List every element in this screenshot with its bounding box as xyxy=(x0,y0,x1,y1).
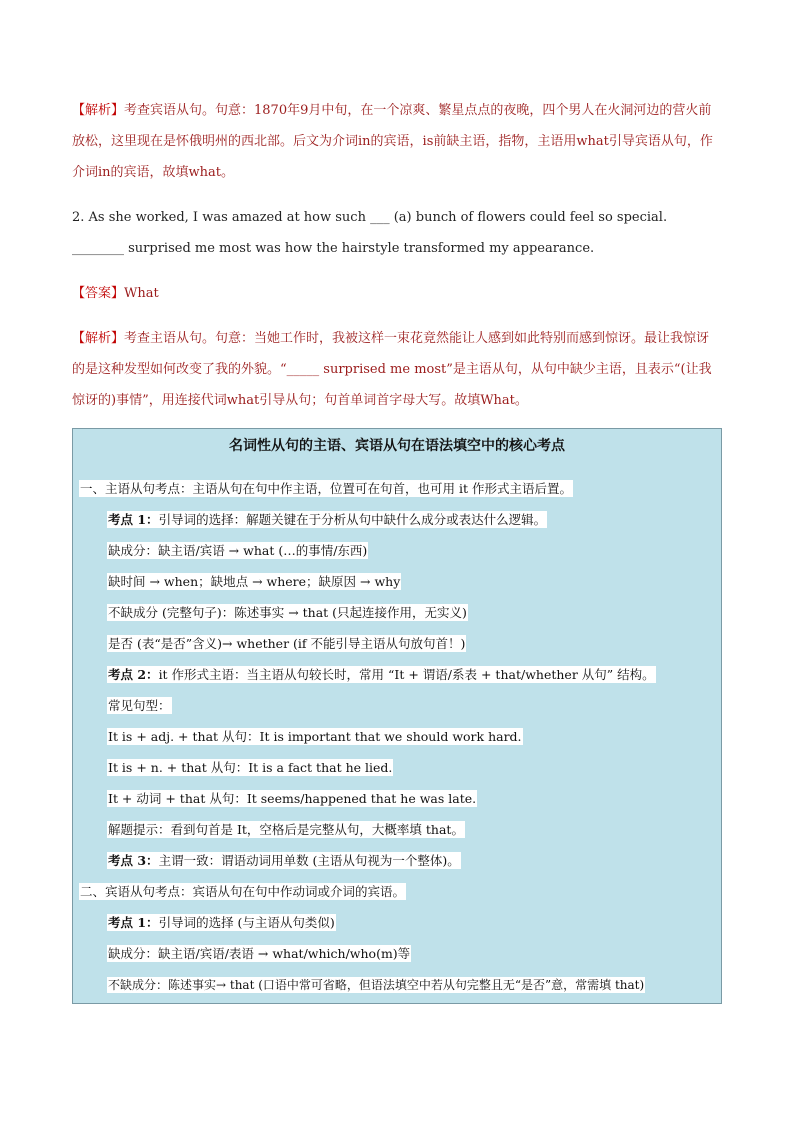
box-line: 缺成分：缺主语/宾语 → what (…的事情/东西) xyxy=(108,543,368,558)
box-line: 缺成分：缺主语/宾语/表语 → what/which/who(m)等 xyxy=(108,946,411,961)
section-1-heading: 一、主语从句考点：主语从句在句中作主语，位置可在句首，也可用 it 作形式主语后置。 xyxy=(80,481,572,496)
box-line: It + 动词 + that 从句：It seems/happened that he was late. xyxy=(108,791,477,806)
point-2: 考点 2：it 作形式主语：当主语从句较长时，常用 “It + 谓语/系表 + that/whether 从句” 结构。 xyxy=(108,667,655,682)
box-line: 是否 (表“是否”含义)→ whether (if 不能引导主语从句放句首！) xyxy=(108,636,466,651)
box-title: 名词性从句的主语、宾语从句在语法填空中的核心考点 xyxy=(229,438,565,454)
analysis-tag: 【解析】 xyxy=(72,331,125,346)
box-line: 常见句型： xyxy=(108,698,171,713)
answer-tag: 【答案】 xyxy=(72,286,125,301)
box-line: 解题提示：看到句首是 It，空格后是完整从句，大概率填 that。 xyxy=(108,822,464,837)
point-1: 考点 1：引导词的选择：解题关键在于分析从句中缺什么成分或表达什么逻辑。 xyxy=(108,512,547,527)
analysis-paragraph-1 xyxy=(72,95,722,188)
answer-paragraph-2 xyxy=(72,278,722,309)
section-2-heading: 二、宾语从句考点：宾语从句在句中作动词或介词的宾语。 xyxy=(80,884,406,899)
box-line: 不缺成分 (完整句子)：陈述事实 → that (只起连接作用，无实义) xyxy=(108,605,467,620)
answer-text: What xyxy=(124,286,159,301)
box-line: 缺时间 → when；缺地点 → where；缺原因 → why xyxy=(108,574,401,589)
analysis-tag: 【解析】 xyxy=(72,103,125,118)
question-text: 2. As she worked, I was amazed at how such ___ (a) bunch of flowers could feel so special. ________ surprised me most was how the hairstyle transformed my appearance. xyxy=(72,210,668,256)
analysis-text: 考查宾语从句。句意：1870年9月中旬，在一个凉爽、繁星点点的夜晚，四个男人在火洞河边的营火前放松，这里现在是怀俄明州的西北部。后文为介词in的宾语，is前缺主语，指物，主语用what引导宾语从句，作介词in的宾语，故填what。 xyxy=(72,103,713,180)
question-2 xyxy=(72,202,722,264)
point-3: 考点 3：主谓一致：谓语动词用单数 (主语从句视为一个整体)。 xyxy=(108,853,460,868)
box-line: It is + adj. + that 从句：It is important that we should work hard. xyxy=(108,729,522,744)
point-1b: 考点 1：引导词的选择 (与主语从句类似) xyxy=(108,915,335,930)
box-line: It is + n. + that 从句：It is a fact that he lied. xyxy=(108,760,393,775)
analysis-text: 考查主语从句。句意：当她工作时，我被这样一束花竟然能让人感到如此特别而感到惊讶。最让我惊讶的是这种发型如何改变了我的外貌。“_____ surprised me most”是主语从句，从句中缺少主语，且表示“(让我惊讶的)事情”，用连接代词what引导从句；句首单词首字母大写。故填What。 xyxy=(72,331,712,408)
key-points-box xyxy=(72,428,722,1004)
box-line: 不缺成分：陈述事实→ that (口语中常可省略，但语法填空中若从句完整且无“是否”意，常需填 that) xyxy=(108,978,645,992)
analysis-paragraph-2 xyxy=(72,323,722,416)
